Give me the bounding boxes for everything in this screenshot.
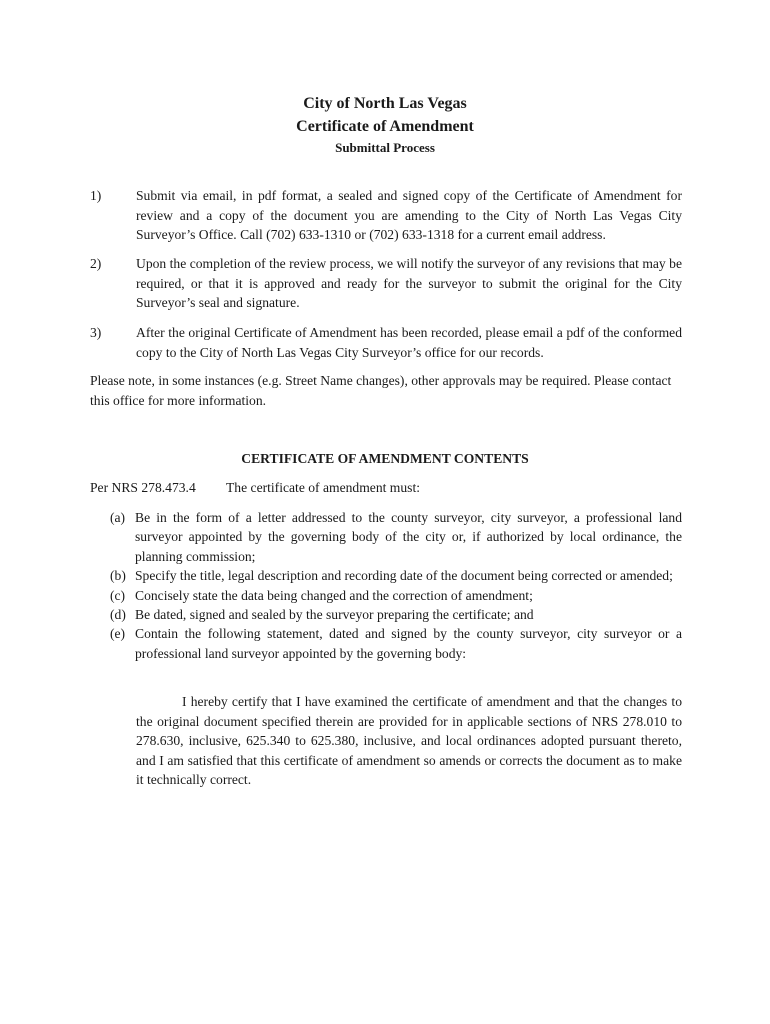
step-text: Upon the completion of the review process, we will notify the surveyor of any revisions that may be required, or that it is approved and ready for the surveyor to submit the original for the City Surveyor’s seal and signature. (136, 256, 682, 311)
certification-statement: I hereby certify that I have examined the certificate of amendment and that the changes to the original document specified therein are provided for in applicable sections of NRS 278.010 to 278.630, inclusive, 625.340 to 625.380, inclusive, and local ordinances adopted pursuant thereto, and I am satisfied that this certificate of amendment so amends or corrects the document as to make it technically correct. (136, 694, 682, 788)
step-number: 2) (90, 256, 102, 271)
requirement-text: Concisely state the data being changed and the correction of amendment; (135, 587, 533, 603)
process-step-2 (90, 254, 682, 313)
requirement-letter: (e) (110, 626, 126, 642)
requirement-text: Specify the title, legal description and recording date of the document being corrected or amended; (135, 568, 673, 584)
requirements-list (110, 508, 682, 663)
approval-note: Please note, in some instances (e.g. Street Name changes), other approvals may be required. Please contact this office for more information. (90, 373, 672, 408)
requirement-letter: (a) (110, 510, 126, 525)
step-number: 3) (90, 325, 102, 340)
requirement-letter: (b) (110, 568, 126, 584)
document-title-city: City of North Las Vegas (303, 95, 467, 112)
nrs-reference: Per NRS 278.473.4 (90, 480, 196, 495)
contents-heading: CERTIFICATE OF AMENDMENT CONTENTS (241, 451, 529, 466)
step-text: After the original Certificate of Amendment has been recorded, please email a pdf of the conformed copy to the City of North Las Vegas City Surveyor’s office for our records. (136, 325, 682, 360)
requirement-item-a (110, 508, 682, 566)
process-step-1 (90, 186, 682, 245)
process-step-3 (90, 323, 682, 362)
document-subtitle: Submittal Process (335, 140, 435, 155)
requirement-text: Be dated, signed and sealed by the surveyor preparing the certificate; and (135, 607, 534, 623)
requirement-item-e (110, 624, 682, 663)
step-number: 1) (90, 188, 102, 203)
requirement-item-c (110, 586, 682, 605)
requirement-item-b (110, 566, 682, 585)
nrs-intro-text: The certificate of amendment must: (226, 480, 421, 495)
requirement-text: Contain the following statement, dated and signed by the county surveyor, city surveyor or a professional land surveyor appointed by the governing body: (135, 626, 682, 661)
requirement-text: Be in the form of a letter addressed to the county surveyor, city surveyor, a professional land surveyor appointed by the governing body of the city or, if authorized by local ordinance, the planning commission; (135, 510, 682, 564)
requirement-letter: (d) (110, 607, 126, 623)
requirement-item-d (110, 605, 682, 624)
nrs-reference-line (90, 479, 420, 497)
step-text: Submit via email, in pdf format, a sealed and signed copy of the Certificate of Amendment for review and a copy of the document you are amending to the City of North Las Vegas City Surveyor’s Office. Call (702) 633-1310 or (702) 633-1318 for a current email address. (136, 188, 682, 243)
document-title-certificate: Certificate of Amendment (296, 118, 474, 135)
requirement-letter: (c) (110, 587, 126, 603)
